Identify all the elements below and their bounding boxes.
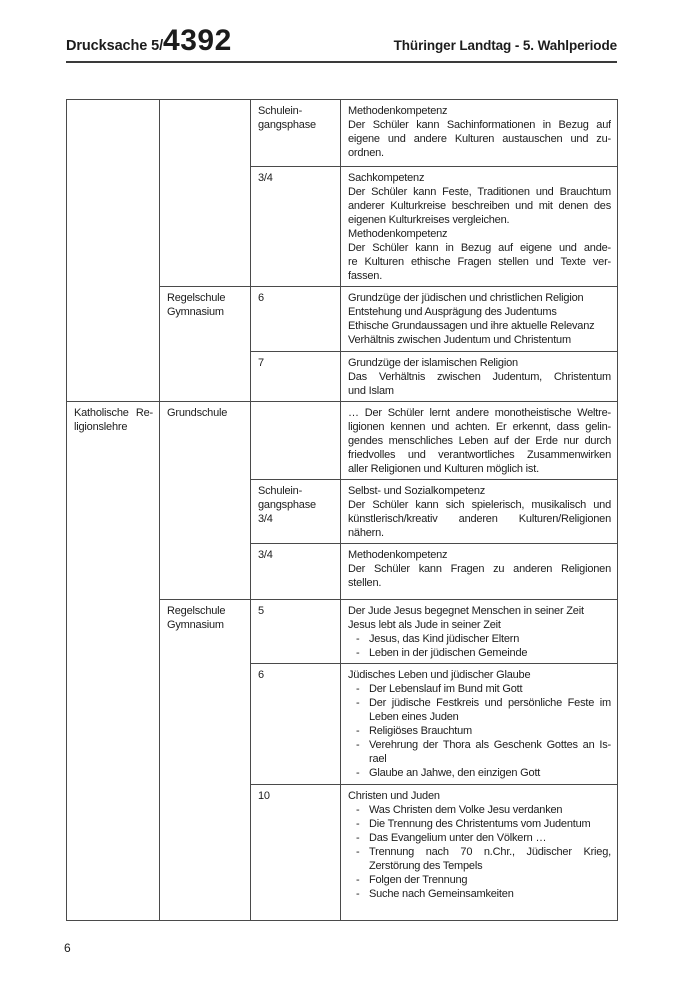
cell-subject bbox=[67, 402, 160, 921]
text-line: 6 bbox=[258, 669, 264, 681]
paragraph bbox=[348, 618, 611, 632]
paragraph bbox=[348, 227, 611, 241]
text-line: gangsphase bbox=[258, 499, 316, 511]
text-line: friedvolles und verantwortliches Zusammenwirken bbox=[348, 449, 611, 461]
text-line: Religiöses Brauchtum bbox=[369, 725, 472, 737]
paragraph bbox=[258, 789, 334, 803]
bullet-dash-icon: - bbox=[356, 888, 360, 900]
cell-grade-level bbox=[251, 785, 341, 921]
bullet-dash-icon: - bbox=[356, 818, 360, 830]
curriculum-table bbox=[66, 99, 618, 921]
text-line: fassen. bbox=[348, 270, 383, 282]
bullet-item bbox=[348, 696, 611, 724]
paragraph bbox=[348, 406, 611, 476]
text-line: eigenen Kulturkreises vergleichen. bbox=[348, 214, 510, 226]
cell-content bbox=[341, 167, 618, 287]
text-line: aller Religionen und Kulturen möglich ist. bbox=[348, 463, 539, 475]
text-line: … Der Schüler lernt andere monotheistische Weltre- bbox=[348, 407, 611, 419]
text-line: Jesus, das Kind jüdischer Eltern bbox=[369, 633, 520, 645]
text-line: Die Trennung des Christentums vom Judentum bbox=[369, 818, 591, 830]
paragraph bbox=[348, 185, 611, 227]
cell-school-type bbox=[160, 402, 251, 600]
text-line: Der Schüler kann sich spielerisch, musikalisch und bbox=[348, 499, 611, 511]
table-row bbox=[67, 100, 618, 167]
paragraph bbox=[348, 498, 611, 540]
paragraph bbox=[348, 241, 611, 283]
paragraph bbox=[348, 789, 611, 803]
doc-number: 4392 bbox=[163, 24, 232, 57]
text-line: Gymnasium bbox=[167, 306, 224, 318]
text-line: und Islam bbox=[348, 385, 394, 397]
cell-grade-level bbox=[251, 100, 341, 167]
text-line: Schulein- bbox=[258, 485, 303, 497]
cell-grade-level bbox=[251, 167, 341, 287]
text-line: eigene und andere Kulturen austauschen und zu- bbox=[348, 133, 611, 145]
text-line: Katholische Re- bbox=[74, 407, 153, 419]
bullet-item bbox=[348, 887, 611, 901]
text-line: Regelschule bbox=[167, 605, 226, 617]
text-line: anderer Kulturkreise beschreiben und mit denen des bbox=[348, 200, 611, 212]
paragraph bbox=[348, 104, 611, 118]
text-line: Grundzüge der islamischen Religion bbox=[348, 357, 518, 369]
text-line: 7 bbox=[258, 357, 264, 369]
paragraph bbox=[348, 291, 611, 305]
bullet-dash-icon: - bbox=[356, 725, 360, 737]
text-line: Methodenkompetenz bbox=[348, 549, 448, 561]
paragraph bbox=[348, 370, 611, 398]
cell-grade-level bbox=[251, 600, 341, 664]
text-line: Verehrung der Thora als Geschenk Gottes an Is- bbox=[369, 739, 611, 751]
paragraph bbox=[348, 171, 611, 185]
text-line: Leben in der jüdischen Gemeinde bbox=[369, 647, 528, 659]
text-line: Der Schüler kann in Bezug auf eigene und ande- bbox=[348, 242, 611, 254]
doc-label: Drucksache 5/ bbox=[66, 38, 164, 54]
paragraph bbox=[348, 604, 611, 618]
page-number: 6 bbox=[64, 941, 71, 955]
paragraph bbox=[258, 104, 334, 132]
text-line: Der Schüler kann Feste, Traditionen und Brauchtum bbox=[348, 186, 611, 198]
paragraph bbox=[348, 484, 611, 498]
bullet-item bbox=[348, 766, 611, 780]
text-line: Gymnasium bbox=[167, 619, 224, 631]
text-line: Grundzüge der jüdischen und christlichen Religion bbox=[348, 292, 584, 304]
bullet-item bbox=[348, 738, 611, 766]
text-line: 6 bbox=[258, 292, 264, 304]
text-line: 3/4 bbox=[258, 549, 273, 561]
paragraph bbox=[167, 406, 244, 420]
text-line: Verhältnis zwischen Judentum und Christentum bbox=[348, 334, 571, 346]
cell-content bbox=[341, 480, 618, 544]
cell-school-type bbox=[160, 100, 251, 287]
cell-grade-level bbox=[251, 287, 341, 352]
bullet-item bbox=[348, 817, 611, 831]
paragraph bbox=[348, 356, 611, 370]
text-line: Zerstörung des Tempels bbox=[369, 860, 483, 872]
cell-content bbox=[341, 402, 618, 480]
bullet-dash-icon: - bbox=[356, 739, 360, 751]
cell-subject bbox=[67, 100, 160, 402]
text-line: 3/4 bbox=[258, 513, 273, 525]
bullet-item bbox=[348, 724, 611, 738]
cell-content bbox=[341, 544, 618, 600]
bullet-item bbox=[348, 831, 611, 845]
cell-grade-level bbox=[251, 402, 341, 480]
text-line: künstlerisch/kreativ anderen Kulturen/Religionen bbox=[348, 513, 611, 525]
bullet-dash-icon: - bbox=[356, 846, 360, 858]
paragraph bbox=[258, 171, 334, 185]
text-line: ordnen. bbox=[348, 147, 384, 159]
cell-grade-level bbox=[251, 544, 341, 600]
text-line: re Kulturen ethische Fragen stellen und Texte ver- bbox=[348, 256, 611, 268]
paragraph bbox=[258, 291, 334, 305]
paragraph bbox=[348, 305, 611, 319]
cell-school-type bbox=[160, 287, 251, 402]
paragraph bbox=[167, 604, 244, 632]
text-line: ligionen kennen und achten. Er erkennt, dass gelin- bbox=[348, 421, 611, 433]
paragraph bbox=[258, 484, 334, 526]
text-line: ligionslehre bbox=[74, 421, 128, 433]
bullet-item bbox=[348, 682, 611, 696]
text-line: gendes menschliches Leben auf der Erde nur durch bbox=[348, 435, 611, 447]
paragraph bbox=[74, 406, 153, 434]
table-row bbox=[67, 402, 618, 480]
text-line: Trennung nach 70 n.Chr., Jüdischer Krieg, bbox=[369, 846, 611, 858]
text-line: Sachkompetenz bbox=[348, 172, 425, 184]
text-line: Methodenkompetenz bbox=[348, 228, 448, 240]
bullet-dash-icon: - bbox=[356, 832, 360, 844]
bullet-item bbox=[348, 873, 611, 887]
text-line: Glaube an Jahwe, den einzigen Gott bbox=[369, 767, 541, 779]
header-right-title: Thüringer Landtag - 5. Wahlperiode bbox=[393, 38, 617, 53]
paragraph bbox=[348, 668, 611, 682]
bullet-dash-icon: - bbox=[356, 874, 360, 886]
text-line: Regelschule bbox=[167, 292, 226, 304]
text-line: stellen. bbox=[348, 577, 382, 589]
text-line: Der Lebenslauf im Bund mit Gott bbox=[369, 683, 523, 695]
text-line: Suche nach Gemeinsamkeiten bbox=[369, 888, 514, 900]
text-line: Methodenkompetenz bbox=[348, 105, 448, 117]
paragraph bbox=[348, 562, 611, 590]
cell-content bbox=[341, 600, 618, 664]
cell-content bbox=[341, 352, 618, 402]
bullet-dash-icon: - bbox=[356, 647, 360, 659]
text-line: Der Schüler kann Sachinformationen in Bezug auf bbox=[348, 119, 611, 131]
cell-content bbox=[341, 100, 618, 167]
text-line: Der Jude Jesus begegnet Menschen in seiner Zeit bbox=[348, 605, 584, 617]
table-wrap bbox=[66, 99, 618, 921]
text-line: 5 bbox=[258, 605, 264, 617]
cell-grade-level bbox=[251, 664, 341, 785]
paragraph bbox=[258, 548, 334, 562]
text-line: Ethische Grundaussagen und ihre aktuelle Relevanz bbox=[348, 320, 595, 332]
text-line: Leben eines Juden bbox=[369, 711, 459, 723]
cell-content bbox=[341, 664, 618, 785]
paragraph bbox=[258, 356, 334, 370]
bullet-dash-icon: - bbox=[356, 683, 360, 695]
cell-content bbox=[341, 287, 618, 352]
text-line: Christen und Juden bbox=[348, 790, 440, 802]
bullet-dash-icon: - bbox=[356, 804, 360, 816]
text-line: Das Verhältnis zwischen Judentum, Christentum bbox=[348, 371, 611, 383]
text-line: rael bbox=[369, 753, 387, 765]
cell-content bbox=[341, 785, 618, 921]
paragraph bbox=[348, 548, 611, 562]
curriculum-table-body bbox=[67, 100, 618, 921]
text-line: Grundschule bbox=[167, 407, 228, 419]
header-rule bbox=[66, 61, 617, 63]
text-line: Jesus lebt als Jude in seiner Zeit bbox=[348, 619, 501, 631]
document-header bbox=[66, 26, 617, 63]
cell-school-type bbox=[160, 600, 251, 921]
cell-grade-level bbox=[251, 352, 341, 402]
text-line: Was Christen dem Volke Jesu verdanken bbox=[369, 804, 563, 816]
paragraph bbox=[348, 333, 611, 347]
text-line: Folgen der Trennung bbox=[369, 874, 468, 886]
text-line: Das Evangelium unter den Völkern … bbox=[369, 832, 547, 844]
text-line: 10 bbox=[258, 790, 270, 802]
text-line: Schulein- bbox=[258, 105, 303, 117]
text-line: Selbst- und Sozialkompetenz bbox=[348, 485, 486, 497]
bullet-item bbox=[348, 632, 611, 646]
cell-grade-level bbox=[251, 480, 341, 544]
text-line: Jüdisches Leben und jüdischer Glaube bbox=[348, 669, 531, 681]
document-header-row bbox=[66, 26, 617, 56]
bullet-dash-icon: - bbox=[356, 767, 360, 779]
text-line: Der Schüler kann Fragen zu anderen Religionen bbox=[348, 563, 611, 575]
text-line: 3/4 bbox=[258, 172, 273, 184]
text-line: nähern. bbox=[348, 527, 384, 539]
bullet-item bbox=[348, 646, 611, 660]
paragraph bbox=[167, 291, 244, 319]
paragraph bbox=[258, 668, 334, 682]
text-line: gangsphase bbox=[258, 119, 316, 131]
paragraph bbox=[348, 319, 611, 333]
text-line: Der jüdische Festkreis und persönliche Feste im bbox=[369, 697, 611, 709]
paragraph bbox=[258, 604, 334, 618]
bullet-item bbox=[348, 845, 611, 873]
paragraph bbox=[348, 118, 611, 160]
bullet-dash-icon: - bbox=[356, 633, 360, 645]
bullet-dash-icon: - bbox=[356, 697, 360, 709]
bullet-item bbox=[348, 803, 611, 817]
text-line: Entstehung und Ausprägung des Judentums bbox=[348, 306, 557, 318]
